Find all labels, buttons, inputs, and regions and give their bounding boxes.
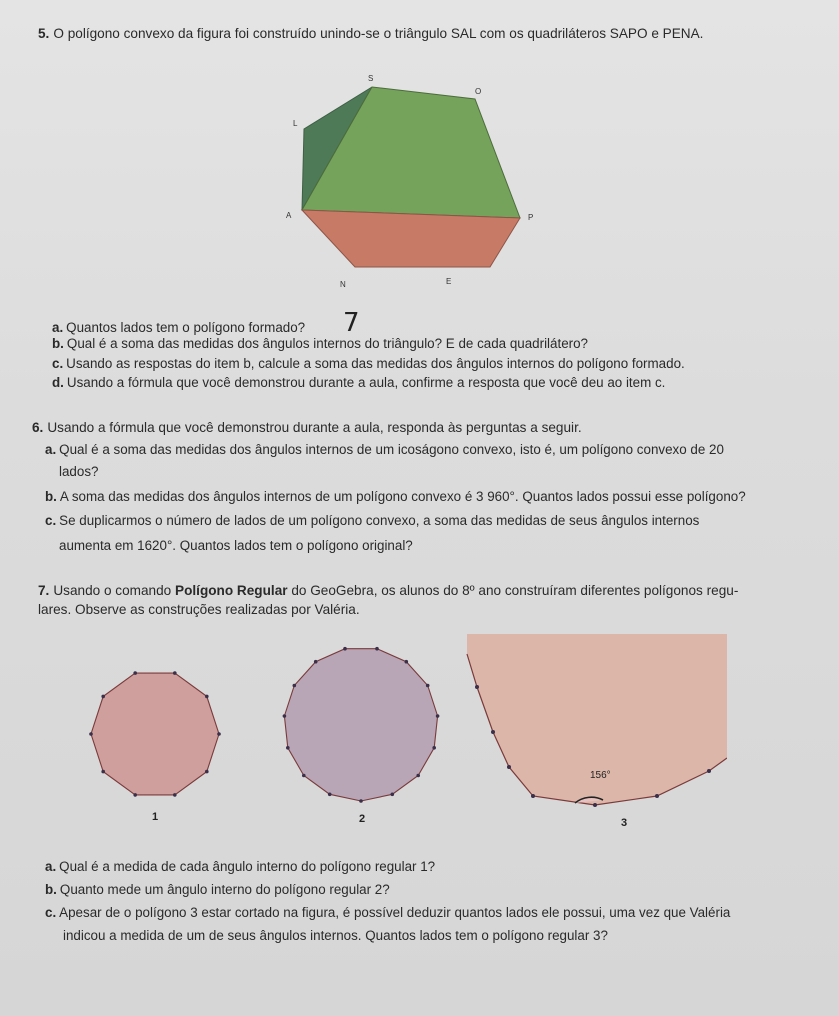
vertex-label-a: A (286, 211, 292, 220)
handwritten-answer: 7 (343, 308, 360, 338)
polygon-1-shape (91, 673, 219, 795)
polygon-1-vertex (101, 770, 105, 774)
q6-item-b (45, 487, 746, 507)
vertex-label-l: L (293, 119, 298, 128)
vertex-label-p: P (528, 213, 534, 222)
q5-item-c (52, 354, 685, 374)
polygon-1-vertex (173, 671, 177, 675)
polygon-1-vertex (217, 732, 221, 736)
polygon-3-vertex (655, 794, 659, 798)
polygon-2-vertex (343, 647, 347, 651)
q6-item-a-cont: lados? (59, 464, 99, 479)
q7-item-c-letter: c. (45, 905, 57, 920)
polygon-figure-q5 (270, 72, 540, 297)
q7-item-b (45, 880, 390, 900)
polygon-2-shape (284, 649, 437, 801)
q7-item-b-letter: b. (45, 882, 57, 897)
polygon-2-vertex (405, 660, 409, 664)
polygon-3-label: 3 (621, 817, 628, 828)
q7-item-a-text: Qual é a medida de cada ângulo interno do polígono regular 1? (59, 859, 436, 874)
q7-item-b-text: Quanto mede um ângulo interno do polígono regular 2? (59, 882, 390, 897)
polygon-2-vertex (391, 793, 395, 797)
q5-item-a-text: Quantos lados tem o polígono formado? (66, 320, 306, 335)
q6-item-c-line1: Se duplicarmos o número de lados de um polígono convexo, a soma das medidas de seus ângulos internos (59, 513, 700, 528)
q5-item-d-text: Usando a fórmula que você demonstrou durante a aula, confirme a resposta que você deu ao item c. (66, 375, 666, 390)
polygon-2-vertex (314, 660, 318, 664)
polygon-2-vertex (436, 714, 440, 718)
vertex-label-o: O (475, 87, 482, 96)
q5-item-d-letter: d. (52, 375, 64, 390)
q6-item-c-cont: aumenta em 1620°. Quantos lados tem o polígono original? (59, 538, 413, 553)
q7-item-c (45, 903, 730, 923)
polygon-1-vertex (133, 671, 137, 675)
polygon-2-vertex (432, 746, 436, 750)
q6-item-b-text: A soma das medidas dos ângulos internos de um polígono convexo é 3 960°. Quantos lados possui esse polígono? (59, 489, 746, 504)
question-6-number: 6. (32, 420, 44, 435)
polygon-1-vertex (173, 793, 177, 797)
q5-item-c-letter: c. (52, 356, 64, 371)
vertex-label-n: N (340, 280, 346, 289)
q5-item-b (52, 334, 588, 354)
polygon-3-vertex (507, 765, 511, 769)
question-5-number: 5. (38, 26, 50, 41)
vertex-label-s: S (368, 74, 374, 83)
quadrilateral-sapo (302, 87, 520, 218)
q7-item-a-letter: a. (45, 859, 57, 874)
polygon-3-vertex (531, 794, 535, 798)
question-7-text-post: do GeoGebra, os alunos do 8º ano construíram diferentes polígonos regu- (287, 583, 739, 598)
polygon-3-vertex (475, 685, 479, 689)
question-7-text-bold: Polígono Regular (175, 583, 288, 598)
q6-item-c (45, 511, 699, 531)
q6-item-a (45, 440, 724, 460)
quadrilateral-pena (302, 210, 520, 267)
polygon-1-vertex (205, 770, 209, 774)
question-5-statement (38, 25, 703, 43)
polygon-3-vertex (491, 730, 495, 734)
question-5-text: O polígono convexo da figura foi construído unindo-se o triângulo SAL com os quadriláteros SAPO e PENA. (53, 26, 704, 41)
polygon-1-label: 1 (151, 811, 159, 820)
question-7-text-pre: Usando o comando (53, 583, 176, 598)
q7-item-c-cont: indicou a medida de um de seus ângulos internos. Quantos lados tem o polígono regular 3? (63, 928, 608, 943)
q6-item-a-letter: a. (45, 442, 57, 457)
polygon-2-vertex (328, 793, 332, 797)
polygon-1-vertex (133, 793, 137, 797)
polygon-2-vertex (283, 714, 287, 718)
question-7-statement-line2: lares. Observe as construções realizadas por Valéria. (38, 602, 360, 617)
polygon-2-vertex (426, 684, 430, 688)
q5-item-a-letter: a. (52, 320, 64, 335)
polygon-3-vertex (593, 803, 597, 807)
polygon-1-vertex (89, 732, 93, 736)
polygon-1-vertex (205, 695, 209, 699)
question-7-number: 7. (38, 583, 50, 598)
q5-item-b-text: Qual é a soma das medidas dos ângulos internos do triângulo? E de cada quadrilátero? (66, 336, 588, 351)
polygon-2-vertex (302, 774, 306, 778)
polygon-2-vertex (416, 774, 420, 778)
q7-item-c-line1: Apesar de o polígono 3 estar cortado na figura, é possível deduzir quantos lados ele possui, uma vez que Valéria (59, 905, 731, 920)
vertex-label-e: E (446, 277, 452, 286)
q6-item-a-line1: Qual é a soma das medidas dos ângulos internos de um icoságono convexo, isto é, um polígono convexo de 20 (59, 442, 724, 457)
question-6-text: Usando a fórmula que você demonstrou durante a aula, responda às perguntas a seguir. (47, 420, 582, 435)
regular-polygon-1 (85, 660, 245, 820)
polygon-2-vertex (293, 684, 297, 688)
q7-item-a (45, 857, 435, 877)
polygon-2-label: 2 (358, 813, 366, 824)
question-7-statement (38, 582, 738, 600)
q5-item-c-text: Usando as respostas do item b, calcule a soma das medidas dos ângulos internos do polígono formado. (66, 356, 685, 371)
polygon-1-vertex (101, 695, 105, 699)
q5-item-b-letter: b. (52, 336, 64, 351)
q6-item-c-letter: c. (45, 513, 57, 528)
q5-item-d (52, 373, 665, 393)
q6-item-b-letter: b. (45, 489, 57, 504)
question-6-statement (32, 419, 582, 437)
polygon-2-vertex (286, 746, 290, 750)
angle-label-156: 156° (590, 770, 611, 781)
regular-polygon-2 (275, 640, 445, 824)
polygon-3-vertex (707, 769, 711, 773)
regular-polygon-3 (465, 632, 727, 828)
polygon-2-vertex (375, 647, 379, 651)
polygon-2-vertex (359, 799, 363, 803)
